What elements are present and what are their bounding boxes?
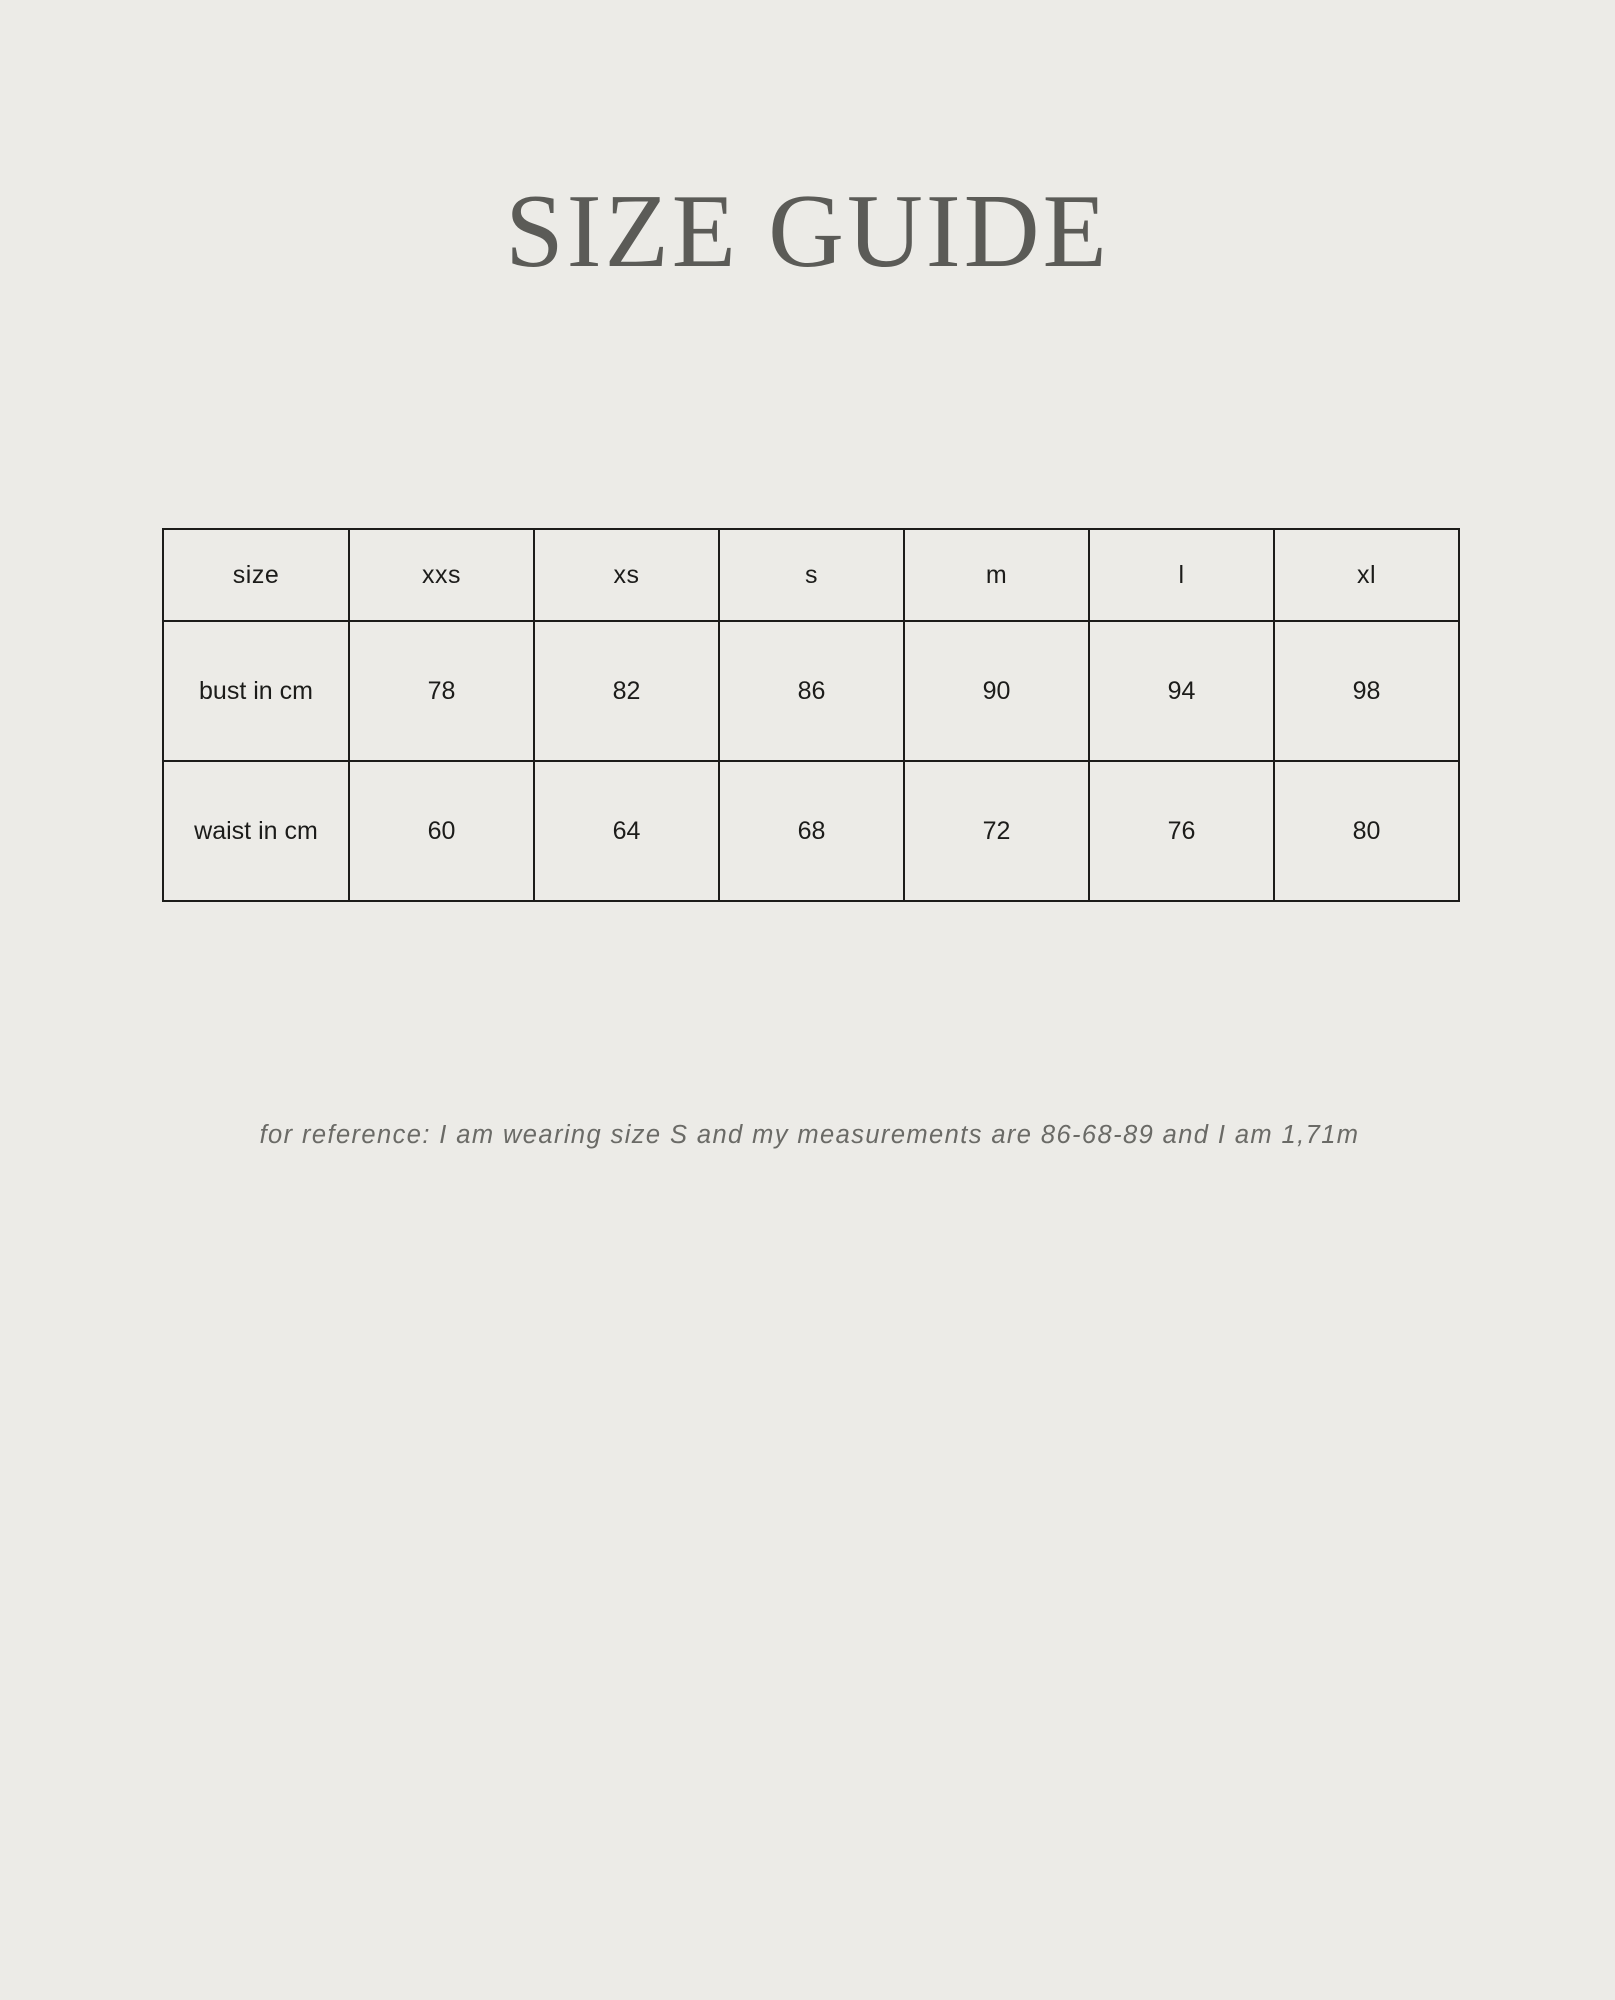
waist-s: 68 — [719, 761, 904, 901]
bust-xl: 98 — [1274, 621, 1459, 761]
bust-l: 94 — [1089, 621, 1274, 761]
reference-note: for reference: I am wearing size S and my measurements are 86-68-89 and I am 1,71m — [259, 1121, 1360, 1149]
table-corner-label: size — [163, 529, 349, 621]
column-header-xxs: xxs — [349, 529, 534, 621]
column-header-xl: xl — [1274, 529, 1459, 621]
table-row-waist — [163, 761, 1459, 901]
row-label-waist: waist in cm — [163, 761, 349, 901]
bust-xxs: 78 — [349, 621, 534, 761]
table-row-bust — [163, 621, 1459, 761]
column-header-m: m — [904, 529, 1089, 621]
bust-m: 90 — [904, 621, 1089, 761]
page-title: SIZE GUIDE — [505, 172, 1110, 289]
waist-xxs: 60 — [349, 761, 534, 901]
waist-m: 72 — [904, 761, 1089, 901]
size-table — [162, 528, 1460, 902]
column-header-xs: xs — [534, 529, 719, 621]
column-header-l: l — [1089, 529, 1274, 621]
bust-xs: 82 — [534, 621, 719, 761]
table-header-row — [163, 529, 1459, 621]
waist-l: 76 — [1089, 761, 1274, 901]
waist-xl: 80 — [1274, 761, 1459, 901]
size-table-container — [162, 528, 1457, 902]
column-header-s: s — [719, 529, 904, 621]
bust-s: 86 — [719, 621, 904, 761]
waist-xs: 64 — [534, 761, 719, 901]
row-label-bust: bust in cm — [163, 621, 349, 761]
